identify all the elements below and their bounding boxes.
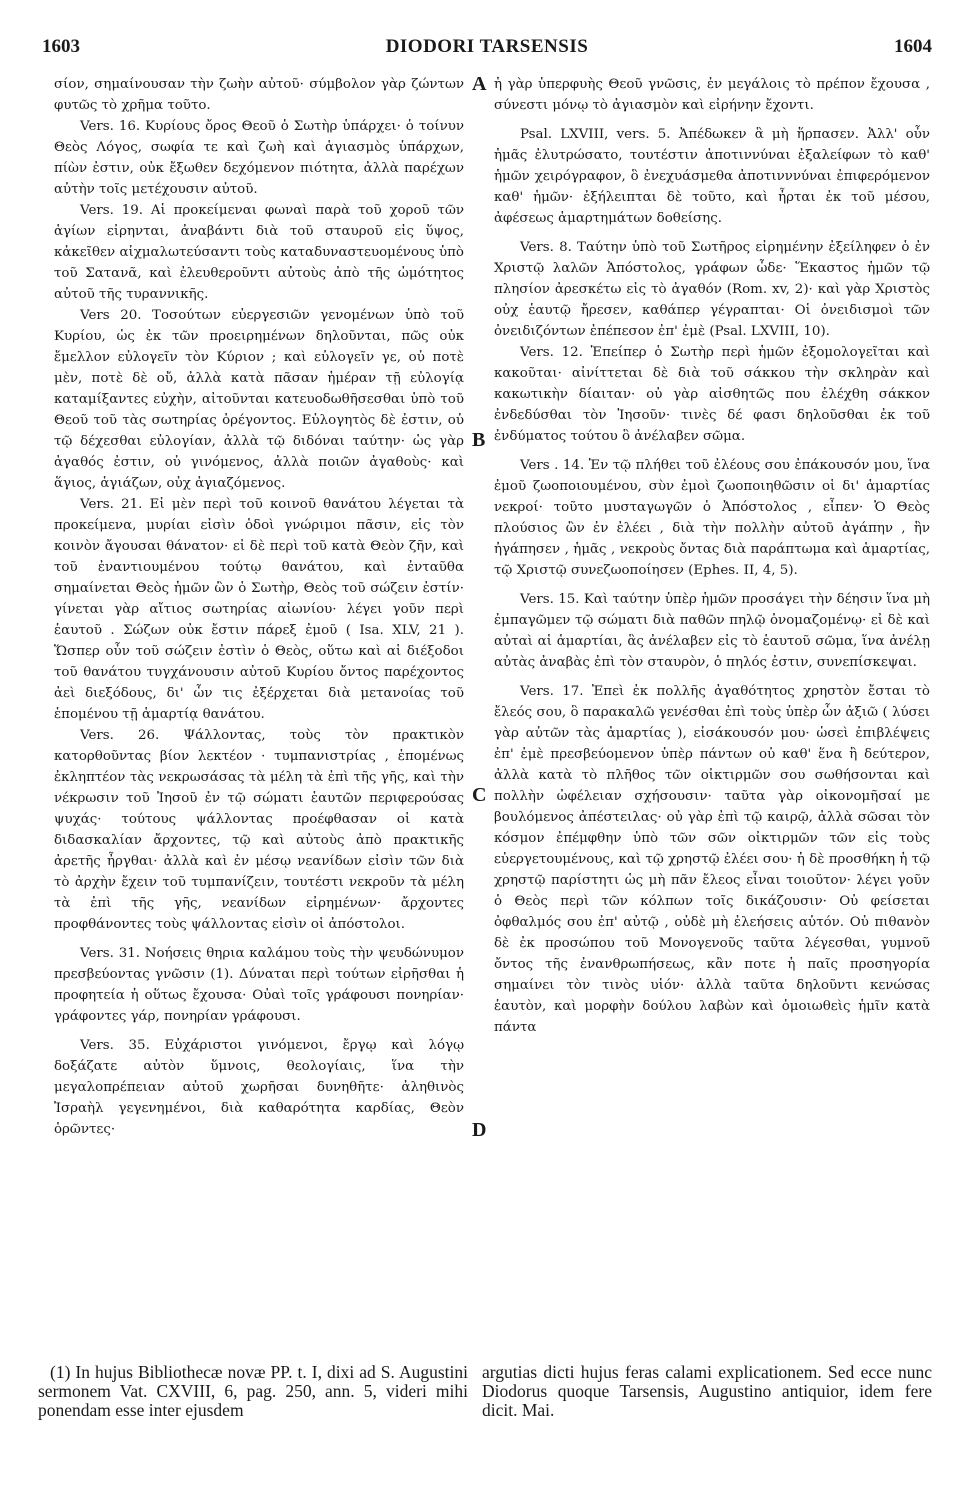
left-paragraph: Vers. 31. Νοήσεις θηρια καλάμου τοὺς τὴν ψευδώνυμον πρεσβεύοντας γνῶσιν (1). Δύναται περὶ τούτων εἰρῆσθαι ἡ προφητεία ἡ οὕτως ἔχουσα· Οὐαὶ τοῖς γράφουσι πονηρίαν· γράφοντες γάρ, πονηρίαν γράφουσι. (54, 946, 464, 1024)
running-title: DIODORI TARSENSIS (385, 36, 589, 57)
margin-marker-d: D (472, 1119, 487, 1141)
left-column (54, 74, 464, 1140)
left-paragraph: Vers. 26. Ψάλλοντας, τοὺς τὸν πρακτικὸν κατορθοῦντας βίον λεκτέον · τυμπανιστρίας , ἐπομένως ἐκληπτέον τὰς νεκρωσάσας τὰ μέλη τὰ ἐπὶ τῆς γῆς, καὶ τὴν νέκρωσιν τοῦ Ἰησοῦ ἐν τῷ σώματι ἑαυτῶν περιφερούσας ψυχάς· τούτους ψάλλοντας προέφθασαν οἱ κατὰ διδασκαλίαν ἄρχοντες, τῷ καὶ αὐτοὺς ἀπὸ πρακτικῆς ἀρετῆς ἦργθαι· ἀλλὰ καὶ ἐν μέσῳ νεανίδων εἰσὶν τῶν διὰ τὸ ἀρχὴν ἔχειν τοῦ τυμπανίζειν, τουτέστι νεκροῦν τὰ μέλη τὰ ἐπὶ τῆς γῆς, νεανίδων εἰρημένων· ἄρχοντες προφθάνοντες τοὺς ψάλλοντας εἰσὶν οἱ ἀπόστολοι. (54, 728, 464, 932)
footnote-right (482, 1363, 932, 1420)
left-paragraph: Vers. 19. Αἱ προκείμεναι φωναὶ παρὰ τοῦ χοροῦ τῶν ἁγίων εἰρηνται, ἀναβάντι διὰ τοῦ σταυροῦ εἰς ὕψος, κἀκεῖθεν αἰχμαλωτεύσαντι τοὺς καταδυναστευομένους ὑπὸ τοῦ Σατανᾶ, καὶ ἐλευθεροῦντι αὐτοὺς ἀπὸ τῆς ὠμότητος αὐτοῦ τῆς τυραννικῆς. (54, 203, 464, 302)
right-paragraph: Vers. 8. Ταύτην ὑπὸ τοῦ Σωτῆρος εἰρημένην ἐξείληφεν ὁ ἐν Χριστῷ λαλῶν Ἀπόστολος, γράφων ὧδε· Ἕκαστος ἡμῶν τῷ πλησίον ἀρεσκέτω εἰς τὸ ἀγαθόν (Rom. xv, 2)· καὶ γὰρ Χριστὸς οὐχ ἑαυτῷ ἤρεσεν, καθάπερ γέγραπται· Οἱ ὀνειδισμοὶ τῶν ὀνειδιζόντων ἐπέπεσον ἐπ' ἐμὲ (Psal. LXVIII, 10). (494, 240, 930, 339)
running-header (42, 36, 932, 62)
right-paragraph: Vers. 12. Ἐπείπερ ὁ Σωτὴρ περὶ ἡμῶν ἐξομολογεῖται καὶ κακοῦται· αἰνίττεται δὲ διὰ τοῦ σάκκου τὴν σκληρὰν καὶ κακωτικὴν δίαιταν· οὐ γὰρ αἰσθητῶς που ἐλέχθη σάκκον ἐνδεδύσθαι τὸν Ἰησοῦν· τινὲς δέ φασι δηλοῦσθαι ἐκ τοῦ ἐνδύματος τούτου ὃ ἀνέλαβεν σῶμα. (494, 345, 930, 444)
margin-marker-c: C (472, 784, 487, 806)
right-column (494, 74, 930, 1038)
right-paragraph: ἡ γὰρ ὑπερφυὴς Θεοῦ γνῶσις, ἐν μεγάλοις τὸ πρέπον ἔχουσα , σύνεστι μόνῳ τὸ ἁγιασμὸν καὶ εἰρήνην ἔχοντι. (494, 77, 930, 113)
page-number-right: 1604 (894, 36, 932, 57)
footnote-text: argutias dicti hujus feras calami explicationem. Sed ecce nunc Diodorus quoque Tarsensis, Augustino antiquior, idem fere dicit. Mai. (482, 1362, 932, 1420)
left-paragraph: Vers 20. Τοσούτων εὐεργεσιῶν γενομένων ὑπὸ τοῦ Κυρίου, ὡς ἐκ τῶν προειρημένων δηλοῦνται, πῶς οὐκ ἔμελλον εὐλογεῖν τὸν Κύριον ; καὶ εὐλογεῖν γε, οὐ ποτὲ μὲν, ποτὲ δὲ οὔ, ἀλλὰ κατὰ πᾶσαν ἡμέραν τῇ εὐλογίᾳ καταμίξαντες εὐχὴν, αἰτοῦνται κατευοδωθῆσεσθαι ὑπὸ τοῦ Θεοῦ τοῦ τὰς σωτηρίας ὀρέγοντος. Εὐλογητὸς δὲ ἐστιν, οὐ τῷ δέχεσθαι εὐλογίαν, ἀλλὰ τῷ διδόναι ταύτην· ὡς γὰρ ἀγαθός ἐστιν, οὐ γινόμενος, ἀλλὰ ποιῶν ἀγαθοὺς· καὶ ἅγιος, ἁγιάζων, οὐχ ἁγιαζόμενος. (54, 308, 464, 491)
left-paragraph: Vers. 16. Κυρίους ὄρος Θεοῦ ὁ Σωτὴρ ὑπάρχει· ὁ τοίνυν Θεὸς Λόγος, σωφία τε καὶ ζωὴ καὶ ἁγιασμὸς ὑπάρχων, πίὼν ἐστιν, οὐκ ἔξωθεν δεχόμενον πιότητα, ἀλλὰ παρέχων αὐτὴν τοῖς μετέχουσιν αὐτοῦ. (54, 119, 464, 197)
margin-marker-a: A (472, 73, 487, 95)
page-number-left: 1603 (42, 36, 80, 57)
footnote-left (38, 1363, 468, 1420)
left-paragraph: σίον, σημαίνουσαν τὴν ζωὴν αὐτοῦ· σύμβολον γὰρ ζώντων φυτῶς τὸ χρῆμα τοῦτο. (54, 77, 464, 113)
left-paragraph: Vers. 21. Εἰ μὲν περὶ τοῦ κοινοῦ θανάτου λέγεται τὰ προκείμενα, μυρίαι εἰσὶν ὁδοὶ γνώριμοι πᾶσιν, εἰς τὸν κοινὸν ἄγουσαι θάνατον· εἰ δὲ περὶ τοῦ κατὰ Θεὸν ζῆν, καὶ τοῦ ἐναντιουμένου τούτῳ θανάτου, καὶ ἐνταῦθα σημαίνεται Θεὸς ἡμῶν ὢν ὁ Σωτὴρ, Θεὸς τοῦ σώζειν ἐστίν· γίνεται γὰρ αἴτιος σωτηρίας αἰωνίου· λέγει γοῦν περὶ ἑαυτοῦ . Σώζων οὐκ ἔστιν πάρεξ ἐμοῦ ( Isa. XLV, 21 ). Ὥσπερ οὖν τοῦ σώζειν ἐστὶν ὁ Θεὸς, οὕτω καὶ αἱ διέξοδοι τοῦ θανάτου τυγχάνουσιν αὐτοῦ Κυρίου ὄντος παρέχοντος ἀεὶ διεξόδους, δι' ὧν τις ἐξέρχεται διὰ μετανοίας τοῦ ἑπομένου τῇ ἁμαρτίᾳ θανάτου. (54, 497, 464, 722)
footnote-text: (1) In hujus Bibliothecæ novæ PP. t. I, dixi ad S. Augustini sermonem Vat. CXVIII, 6, pag. 250, ann. 5, videri mihi ponendam esse inter ejusdem (38, 1362, 468, 1420)
right-paragraph: Vers. 15. Καὶ ταύτην ὑπὲρ ἡμῶν προσάγει τὴν δέησιν ἵνα μὴ ἐμπαγῶμεν τῷ σώματι διὰ παθῶν πηλῷ ὀνομαζομένῳ· εἰ δὲ καὶ αὐταὶ αἱ ἁμαρτίαι, ἃς ἀνέλαβεν εἰς τὸ ἑαυτοῦ σῶμα, ἵνα ἀνέλῃ αὐτὰς ἀναβὰς ἐπὶ τὸν σταυρὸν, ὁ πηλός ἐστιν, συνεπίσκεψαι. (494, 592, 930, 670)
right-paragraph: Vers. 17. Ἐπεὶ ἐκ πολλῆς ἀγαθότητος χρηστὸν ἔσται τὸ ἔλεός σου, ὃ παρακαλῶ γενέσθαι ἐπὶ τοὺς ὑπὲρ ὧν ἀξιῶ ( λύσει γὰρ αὐτῶν τὰς ἁμαρτίας ), εἰσάκουσόν μου· ὡσεὶ ἐπιβλέψεις ἐπ' ἐμὲ πρεσβεύομενον ὑπὲρ πάντων οὐ καθ' ἕνα ἢ δεύτερον, ἀλλὰ κατὰ τὸ πλῆθος τῶν οἰκτιρμῶν σου σωθήσονται καὶ πολλὴν ὠφέλειαν σχήσουσιν· ταῦτα γὰρ οἰκονομῆσαί με βουλόμενος ἀπέστειλας· οὐ γὰρ ἐπὶ τῷ καιρῷ, ἀλλὰ σῶσαι τὸν κόσμον ἐπέμφθην ὑπὸ τῶν σῶν οἰκτιρμῶν τῶν εἰς τοὺς εὐεργετουμένους, καὶ τῷ χρηστῷ ἐλέει σου· ἡ δὲ προσθήκη ἡ τῷ χρηστῷ παρίστητι ὡς μὴ πᾶν ἔλεος εἶναι τοιοῦτον· λέγει γοῦν ὁ Θεὸς περὶ τῶν κόλπων τοῖς δικάζουσιν· Οὐ φείσεται ὀφθαλμός σου ἐπ' αὐτῷ , οὐδὲ μὴ ἐλεήσεις αὐτόν. Οὐ πιθανὸν δὲ ἐκ προσώπου τοῦ Μονογενοῦς ταῦτα λέγεσθαι, γυμνοῦ ὄντος τῆς ἐνανθρωπήσεως, κἂν ποτε ἡ παῖς προσηγορία σημαίνει τὸν τινὸς υἱόν· ἀλλὰ ταῦτα δηλοῦντι κενώσας ἑαυτὸν, καὶ μορφὴν δούλου λαβὼν καὶ ὁμοιωθεὶς ἡμῖν κατὰ πάντα (494, 684, 930, 1035)
right-paragraph: Psal. LXVIII, vers. 5. Ἀπέδωκεν ἃ μὴ ἥρπασεν. Ἀλλ' οὖν ἡμᾶς ἐλυτρώσατο, τουτέστιν ἀποτιννύναι ἐξαλείφων τὸ καθ' ἡμῶν χειρόγραφον, ὃ ἐνεχυάσμεθα ἀποτινννύναι ἐπιφερόμενον καθ' ἡμῶν· ἐξήλειπται δὲ τοῦτο, καὶ ἦρται ἐκ τοῦ μέσου, ἀφέσεως ἁμαρτημάτων δοθείσης. (494, 127, 930, 226)
margin-marker-b: B (472, 429, 486, 451)
left-paragraph: Vers. 35. Εὐχάριστοι γινόμενοι, ἔργῳ καὶ λόγῳ δοξάζατε αὐτὸν ὕμνοις, θεολογίαις, ἵνα τὴν μεγαλοπρέπειαν αὐτοῦ χωρῆσαι δυνηθῆτε· ἀληθινὸς Ἰσραὴλ γεγενημένοι, διὰ καθαρότητα καρδίας, Θεὸν ὁρῶντες· (54, 1038, 464, 1137)
right-paragraph: Vers . 14. Ἐν τῷ πλήθει τοῦ ἐλέους σου ἐπάκουσόν μου, ἵνα ἐμοῦ ζωοποιουμένου, σὺν ἐμοὶ ζωοποιηθῶσιν οἱ δι' ἁμαρτίας νεκροί· τοῦτο μυσταγωγῶν ὁ Ἀπόστολος , εἶπεν· Ὁ Θεὸς πλούσιος ὢν ἐν ἐλέει , διὰ τὴν πολλὴν αὐτοῦ ἀγάπην , ἣν ἠγάπησεν , ἡμᾶς , νεκροὺς ὄντας διὰ παράπτωμα καὶ ἁμαρτίας, τῷ Χριστῷ συνεζωοποίησεν (Ephes. II, 4, 5). (494, 458, 930, 578)
